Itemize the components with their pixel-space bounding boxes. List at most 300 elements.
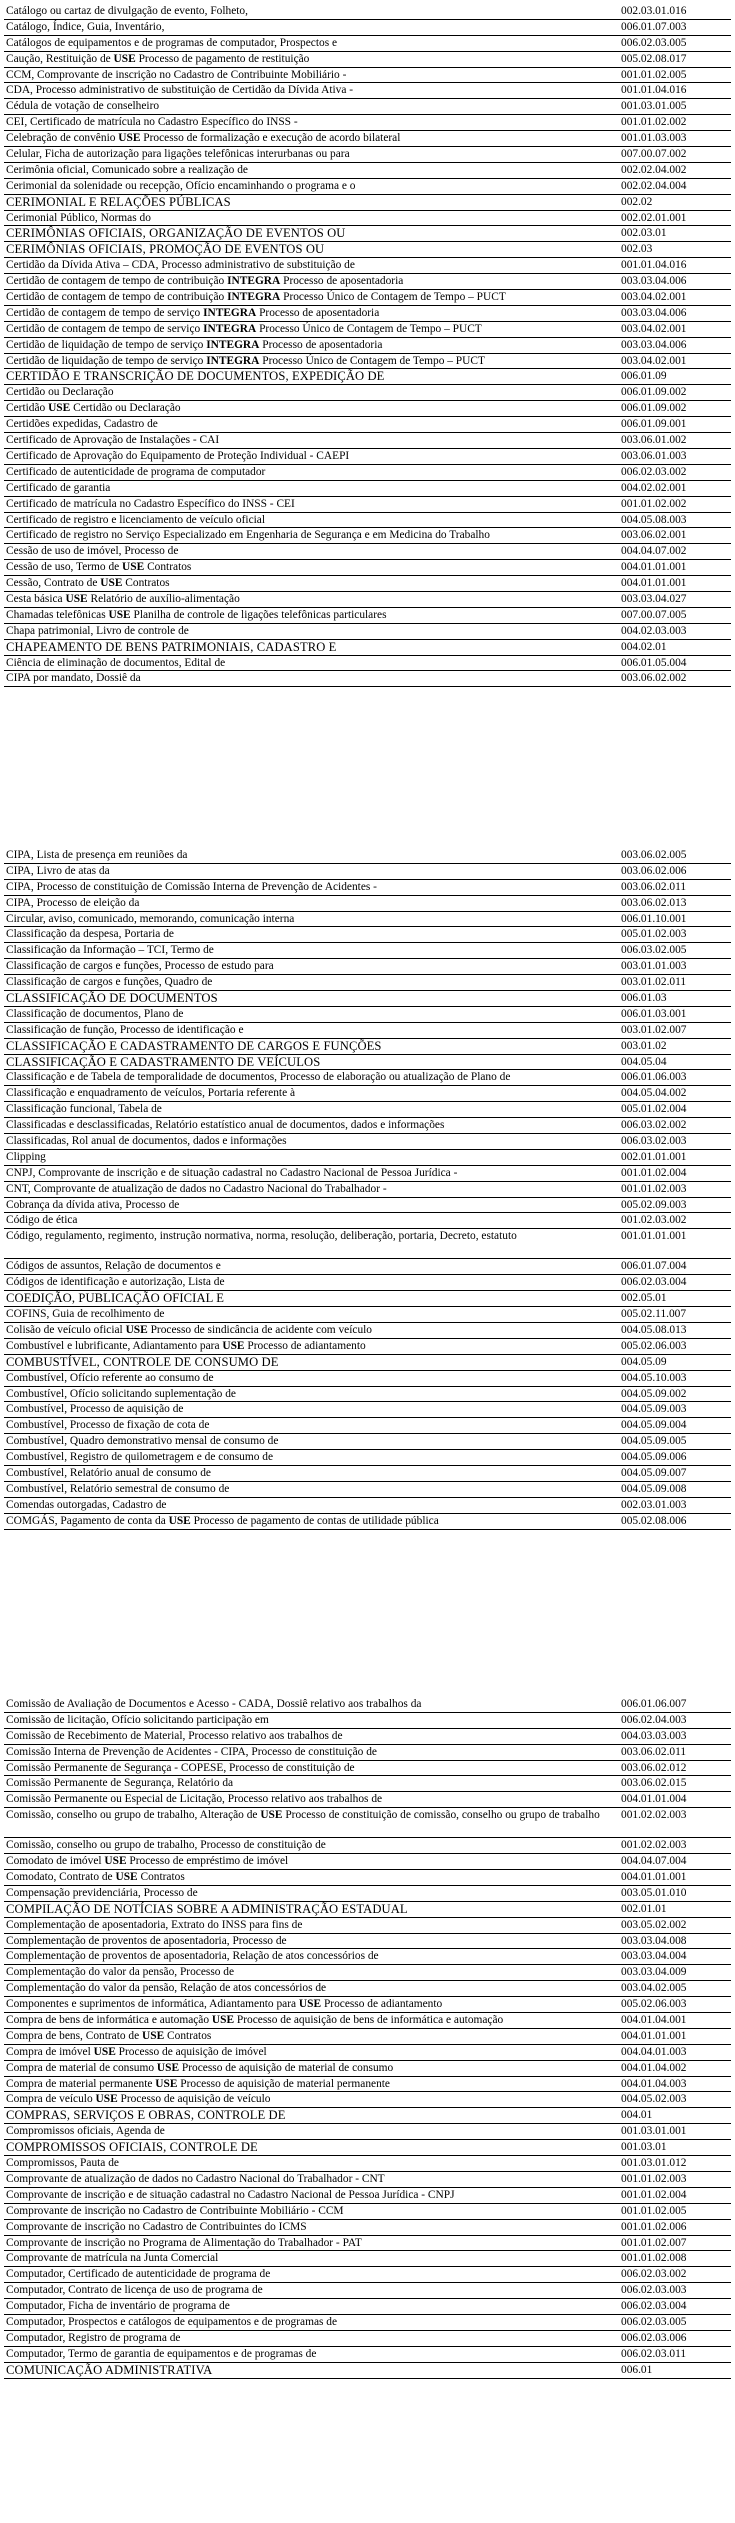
cross-reference-keyword: USE [122, 561, 145, 574]
classification-code: 005.02.08.017 [621, 52, 687, 65]
index-term: CCM, Comprovante de inscrição no Cadastro de Contribuinte Mobiliário - [6, 68, 347, 81]
classification-code: 004.04.07.004 [621, 1855, 687, 1868]
index-heading-row [0, 640, 735, 656]
index-term: Computador, Termo de garantia de equipamentos e de programas de [6, 2347, 317, 2360]
index-row [0, 1965, 735, 1981]
classification-code: 003.06.02.001 [621, 529, 687, 542]
classification-code: 004.05.10.003 [621, 1371, 687, 1384]
index-term: Comprovante de matrícula na Junta Comercial [6, 2252, 219, 2265]
index-row [0, 1514, 735, 1530]
classification-code: 004.02.03.003 [621, 624, 687, 637]
index-term: Comprovante de atualização de dados no Cadastro Nacional do Trabalhador - CNT [6, 2172, 385, 2185]
classification-code: 004.05.08.013 [621, 1323, 687, 1336]
classification-code: 004.02.01 [621, 640, 667, 653]
classification-code: 003.04.02.005 [621, 1982, 687, 1995]
classification-code: 005.01.02.003 [621, 928, 687, 941]
index-term: Ciência de eliminação de documentos, Edital de [6, 656, 226, 669]
classification-code: 007.00.07.002 [621, 148, 687, 161]
classification-code: 001.03.01 [621, 2141, 667, 2154]
classification-code: 001.03.01.005 [621, 100, 687, 113]
index-term: CIPA, Processo de constituição de Comissão Interna de Prevenção de Acidentes - [6, 880, 377, 893]
index-row [0, 1838, 735, 1854]
index-term: Classificação funcional, Tabela de [6, 1103, 162, 1116]
index-row [0, 1886, 735, 1902]
index-row [0, 544, 735, 560]
classification-code: 006.02.03.005 [621, 36, 687, 49]
cross-reference-keyword: USE [298, 1998, 322, 2011]
index-row [0, 99, 735, 115]
cross-reference-keyword: USE [104, 1855, 127, 1868]
index-row [0, 592, 735, 608]
index-row [0, 449, 735, 465]
index-term: Compra de bens, Contrato de USE Contratos [6, 2029, 212, 2042]
cross-reference-keyword: USE [100, 577, 123, 590]
classification-code: 001.03.01.012 [621, 2157, 687, 2170]
classification-code: 004.01.01.001 [621, 2029, 687, 2042]
index-row [0, 1776, 735, 1792]
classification-code: 004.05.09.005 [621, 1435, 687, 1448]
classification-code: 003.01.02.007 [621, 1023, 687, 1036]
index-row [0, 896, 735, 912]
classification-code: 003.06.02.015 [621, 1777, 687, 1790]
classification-code: 004.05.09.006 [621, 1451, 687, 1464]
classification-code: 002.03.01.003 [621, 1498, 687, 1511]
index-row [0, 1182, 735, 1198]
classification-code: 002.02.04.004 [621, 179, 687, 192]
index-row [0, 20, 735, 36]
index-row [0, 1259, 735, 1275]
index-term: Classificação e enquadramento de veículos, Portaria referente à [6, 1087, 296, 1100]
index-heading-row [0, 2108, 735, 2124]
classification-code: 004.05.09.004 [621, 1419, 687, 1432]
index-row [0, 2092, 735, 2108]
index-term: Compra de imóvel USE Processo de aquisição de imóvel [6, 2045, 267, 2058]
classification-code: 004.05.08.003 [621, 513, 687, 526]
classification-code: 004.05.09.007 [621, 1466, 687, 1479]
classification-code: 006.02.03.002 [621, 465, 687, 478]
index-row [0, 624, 735, 640]
index-term: Complementação do valor da pensão, Relação de atos concessórios de [6, 1982, 327, 1995]
cross-reference-keyword: USE [125, 1323, 148, 1336]
index-term: Comissão, conselho ou grupo de trabalho, Alteração de USE Processo de constituição de comissão, conselho ou grupo de trabalho [6, 1809, 600, 1822]
index-row [0, 959, 735, 975]
classification-code: 003.04.02.001 [621, 354, 687, 367]
index-term: Computador, Registro de programa de [6, 2331, 181, 2344]
index-term: Certificado de garantia [6, 481, 111, 494]
index-row [0, 880, 735, 896]
classification-code: 001.02.02.003 [621, 1839, 687, 1852]
classification-code: 002.03 [621, 243, 653, 256]
index-row [0, 1402, 735, 1418]
classification-code: 001.01.02.005 [621, 68, 687, 81]
classification-code: 006.01.07.003 [621, 20, 687, 33]
classification-code: 004.04.07.002 [621, 545, 687, 558]
index-term: Combustível, Processo de fixação de cota de [6, 1419, 210, 1432]
index-row [0, 211, 735, 227]
cross-reference-keyword: INTEGRA [206, 354, 260, 367]
index-row [0, 322, 735, 338]
index-term: CERIMONIAL E RELAÇÕES PÚBLICAS [6, 194, 231, 209]
index-page-3 [0, 1697, 735, 2379]
index-term: CIPA, Livro de atas da [6, 864, 110, 877]
classification-code: 004.01.01.001 [621, 561, 687, 574]
classification-code: 001.01.03.003 [621, 132, 687, 145]
index-row [0, 927, 735, 943]
index-term: Certidão de contagem de tempo de contribuição INTEGRA Processo de aposentadoria [6, 275, 404, 288]
index-term: Códigos de assuntos, Relação de documentos e [6, 1260, 221, 1273]
classification-code: 002.03.01 [621, 227, 667, 240]
index-term: Complementação de proventos de aposentadoria, Relação de atos concessórios de [6, 1950, 379, 1963]
classification-code: 006.01.07.004 [621, 1260, 687, 1273]
classification-code: 003.06.02.013 [621, 896, 687, 909]
classification-code: 003.03.04.006 [621, 306, 687, 319]
cross-reference-keyword: INTEGRA [203, 306, 257, 319]
index-row [0, 1371, 735, 1387]
index-term: Compromissos, Pauta de [6, 2157, 119, 2170]
index-heading-row [0, 226, 735, 242]
index-term: Cerimonial da solenidade ou recepção, Ofício encaminhando o programa e o [6, 179, 356, 192]
index-term: Combustível e lubrificante, Adiantamento para USE Processo de adiantamento [6, 1339, 366, 1352]
index-term: CHAPEAMENTO DE BENS PATRIMONIAIS, CADASTRO E [6, 639, 337, 654]
index-row [0, 2347, 735, 2363]
index-term: Certidão de contagem de tempo de serviço INTEGRA Processo Único de Contagem de Tempo – PUCT [6, 322, 482, 335]
index-row [0, 1854, 735, 1870]
classification-code: 006.01 [621, 2363, 653, 2376]
cross-reference-keyword: USE [113, 52, 136, 65]
index-row [0, 433, 735, 449]
index-term: Classificação e de Tabela de temporalidade de documentos, Processo de elaboração ou atualização de Plano de [6, 1071, 511, 1084]
index-term: Classificação de cargos e funções, Quadro de [6, 976, 213, 989]
classification-code: 001.01.02.006 [621, 2220, 687, 2233]
index-term: Certidão de contagem de tempo de contribuição INTEGRA Processo Único de Contagem de Tempo – PUCT [6, 291, 506, 304]
classification-code: 004.01.04.002 [621, 2061, 687, 2074]
classification-code: 003.05.01.010 [621, 1886, 687, 1899]
classification-code: 003.01.01.003 [621, 960, 687, 973]
index-row [0, 1697, 735, 1713]
index-row [0, 513, 735, 529]
index-row [0, 338, 735, 354]
index-row [0, 497, 735, 513]
classification-code: 006.03.02.002 [621, 1119, 687, 1132]
index-row [0, 2331, 735, 2347]
classification-code: 001.01.02.003 [621, 2172, 687, 2185]
index-row [0, 179, 735, 195]
index-row [0, 52, 735, 68]
index-row [0, 864, 735, 880]
index-row [0, 1134, 735, 1150]
classification-code: 003.03.04.027 [621, 592, 687, 605]
index-row [0, 576, 735, 592]
index-row [0, 1482, 735, 1498]
classification-code: 001.01.02.004 [621, 2188, 687, 2201]
classification-code: 006.01.03 [621, 992, 667, 1005]
index-term: Cessão de uso de imóvel, Processo de [6, 545, 179, 558]
index-term: Comprovante de inscrição no Programa de Alimentação do Trabalhador - PAT [6, 2236, 362, 2249]
classification-code: 002.01.01 [621, 1902, 667, 1915]
index-row [0, 608, 735, 624]
classification-code: 003.06.01.003 [621, 449, 687, 462]
index-row [0, 1339, 735, 1355]
cross-reference-keyword: USE [48, 402, 71, 415]
index-row [0, 2299, 735, 2315]
index-heading-row [0, 1291, 735, 1307]
index-row [0, 1418, 735, 1434]
index-term: Classificação de documentos, Plano de [6, 1007, 184, 1020]
index-term: COMPRAS, SERVIÇOS E OBRAS, CONTROLE DE [6, 2108, 286, 2123]
index-term: Computador, Prospectos e catálogos de equipamentos e de programas de [6, 2315, 338, 2328]
classification-code: 006.01.09.001 [621, 418, 687, 431]
index-term: Compra de bens de informática e automação USE Processo de aquisição de bens de informática e automação [6, 2014, 504, 2027]
index-term: Cessão de uso, Termo de USE Contratos [6, 561, 192, 574]
cross-reference-keyword: USE [115, 1871, 138, 1884]
index-row [0, 1450, 735, 1466]
index-heading-row [0, 1039, 735, 1055]
index-row [0, 2220, 735, 2236]
classification-code: 001.02.03.002 [621, 1214, 687, 1227]
index-term: Comendas outorgadas, Cadastro de [6, 1498, 167, 1511]
index-heading-row [0, 991, 735, 1007]
index-row [0, 2029, 735, 2045]
index-term: COEDIÇÃO, PUBLICAÇÃO OFICIAL E [6, 1291, 225, 1306]
index-row [0, 1198, 735, 1214]
index-term: Códigos de identificação e autorização, Lista de [6, 1276, 225, 1289]
index-row [0, 68, 735, 84]
index-row [0, 528, 735, 544]
index-row [0, 147, 735, 163]
index-row [0, 4, 735, 20]
classification-code: 004.01.04.001 [621, 2014, 687, 2027]
classification-code: 003.05.02.002 [621, 1918, 687, 1931]
index-term: CIPA, Lista de presença em reuniões da [6, 849, 188, 861]
index-row [0, 1070, 735, 1086]
index-row [0, 1229, 735, 1259]
index-term: Comprovante de inscrição no Cadastro de Contribuintes do ICMS [6, 2220, 307, 2233]
index-term: Certidão USE Certidão ou Declaração [6, 402, 181, 415]
classification-code: 004.05.04.002 [621, 1087, 687, 1100]
classification-code: 003.03.04.009 [621, 1966, 687, 1979]
index-row [0, 115, 735, 131]
classification-code: 002.02.01.001 [621, 211, 687, 224]
index-term: Combustível, Ofício referente ao consumo de [6, 1371, 214, 1384]
index-row [0, 943, 735, 959]
classification-code: 007.00.07.005 [621, 608, 687, 621]
index-term: Catálogo, Índice, Guia, Inventário, [6, 20, 165, 33]
index-row [0, 2267, 735, 2283]
index-term: Computador, Certificado de autenticidade de programa de [6, 2268, 271, 2281]
index-row [0, 385, 735, 401]
index-row [0, 1275, 735, 1291]
index-term: Combustível, Relatório semestral de consumo de [6, 1482, 230, 1495]
index-term: Clipping [6, 1150, 46, 1163]
classification-code: 003.03.04.008 [621, 1934, 687, 1947]
index-row [0, 290, 735, 306]
index-term: Código de ética [6, 1214, 78, 1227]
classification-code: 006.01.09 [621, 370, 667, 383]
index-term: CDA, Processo administrativo de substituição de Certidão da Dívida Ativa - [6, 84, 354, 97]
index-row [0, 2204, 735, 2220]
index-term: Compra de material permanente USE Processo de aquisição de material permanente [6, 2077, 390, 2090]
index-term: Comodato, Contrato de USE Contratos [6, 1871, 185, 1884]
classification-code: 004.03.03.003 [621, 1729, 687, 1742]
index-term: Complementação de aposentadoria, Extrato do INSS para fins de [6, 1918, 303, 1931]
classification-code: 004.01.01.004 [621, 1793, 687, 1806]
index-term: Chamadas telefônicas USE Planilha de controle de ligações telefônicas particulares [6, 608, 387, 621]
classification-code: 006.03.02.003 [621, 1135, 687, 1148]
index-row [0, 2188, 735, 2204]
cross-reference-keyword: USE [95, 2093, 118, 2106]
index-term: Catálogo ou cartaz de divulgação de evento, Folheto, [6, 5, 248, 17]
index-term: Complementação do valor da pensão, Processo de [6, 1966, 235, 1979]
index-term: Compensação previdenciária, Processo de [6, 1886, 198, 1899]
index-term: Classificação de cargos e funções, Processo de estudo para [6, 960, 274, 973]
index-row [0, 1323, 735, 1339]
index-row [0, 1023, 735, 1039]
index-row [0, 401, 735, 417]
classification-code: 003.06.02.005 [621, 849, 687, 861]
index-term: Complementação de proventos de aposentadoria, Processo de [6, 1934, 287, 1947]
index-term: Combustível, Relatório anual de consumo de [6, 1466, 211, 1479]
classification-code: 002.03.01.016 [621, 5, 687, 17]
index-row [0, 1870, 735, 1886]
cross-reference-keyword: INTEGRA [227, 291, 281, 304]
classification-code: 003.01.02 [621, 1039, 667, 1052]
index-term: Certificado de autenticidade de programa de computador [6, 465, 266, 478]
index-row [0, 131, 735, 147]
cross-reference-keyword: INTEGRA [203, 322, 257, 335]
classification-code: 006.01.05.004 [621, 656, 687, 669]
cross-reference-keyword: USE [108, 608, 131, 621]
classification-code: 003.03.04.006 [621, 275, 687, 288]
index-term: CNPJ, Comprovante de inscrição e de situação cadastral no Cadastro Nacional de Pessoa Jurídica - [6, 1166, 458, 1179]
classification-code: 003.03.04.004 [621, 1950, 687, 1963]
index-term: CEI, Certificado de matrícula no Cadastro Específico do INSS - [6, 116, 298, 129]
classification-code: 003.04.02.001 [621, 322, 687, 335]
index-heading-row [0, 2363, 735, 2379]
index-term: Certificado de registro e licenciamento de veículo oficial [6, 513, 266, 526]
index-term: Código, regulamento, regimento, instrução normativa, norma, resolução, deliberação, portaria, Decreto, estatuto [6, 1230, 517, 1243]
classification-code: 002.02 [621, 195, 653, 208]
index-term: CLASSIFICAÇÃO E CADASTRAMENTO DE CARGOS E FUNÇÕES [6, 1038, 382, 1053]
classification-code: 001.01.02.002 [621, 116, 687, 129]
classification-code: 006.02.03.004 [621, 1276, 687, 1289]
index-row [0, 1007, 735, 1023]
classification-code: 003.04.02.001 [621, 291, 687, 304]
classification-code: 003.06.02.012 [621, 1761, 687, 1774]
classification-code: 001.01.02.005 [621, 2204, 687, 2217]
index-heading-row [0, 2140, 735, 2156]
index-row [0, 671, 735, 687]
index-row [0, 1745, 735, 1761]
index-row [0, 1150, 735, 1166]
classification-code: 003.06.02.006 [621, 864, 687, 877]
cross-reference-keyword: USE [211, 2014, 235, 2027]
index-heading-row [0, 1355, 735, 1371]
index-page-1 [0, 4, 735, 687]
index-term: CIPA, Processo de eleição da [6, 896, 140, 909]
index-term: Certificado de Aprovação do Equipamento de Proteção Individual - CAEPI [6, 449, 350, 462]
classification-code: 006.02.03.004 [621, 2300, 687, 2313]
index-term: Comprovante de inscrição no Cadastro de Contribuinte Mobiliário - CCM [6, 2204, 344, 2217]
cross-reference-keyword: USE [155, 2077, 178, 2090]
classification-code: 001.01.02.003 [621, 1182, 687, 1195]
classification-code: 003.06.02.011 [621, 880, 687, 893]
index-row [0, 465, 735, 481]
classification-code: 004.05.09 [621, 1355, 667, 1368]
index-term: Comissão de Avaliação de Documentos e Acesso - CADA, Dossiê relativo aos trabalhos da [6, 1698, 422, 1710]
index-term: Celular, Ficha de autorização para ligações telefônicas interurbanas ou para [6, 148, 350, 161]
classification-code: 006.01.10.001 [621, 912, 687, 925]
index-row [0, 1713, 735, 1729]
index-row [0, 2077, 735, 2093]
index-term: Cessão, Contrato de USE Contratos [6, 577, 170, 590]
index-row [0, 163, 735, 179]
cross-reference-keyword: USE [93, 2045, 116, 2058]
index-row [0, 258, 735, 274]
index-term: COMPILAÇÃO DE NOTÍCIAS SOBRE A ADMINISTRAÇÃO ESTADUAL [6, 1901, 408, 1916]
index-row [0, 2315, 735, 2331]
classification-code: 004.05.04 [621, 1055, 667, 1068]
classification-code: 001.01.02.002 [621, 497, 687, 510]
index-term: Compra de veículo USE Processo de aquisição de veículo [6, 2093, 271, 2106]
index-term: Comissão de licitação, Ofício solicitando participação em [6, 1713, 269, 1726]
index-row [0, 1213, 735, 1229]
classification-code: 001.01.02.007 [621, 2236, 687, 2249]
index-term: Comissão Permanente de Segurança - COPESE, Processo de constituição de [6, 1761, 355, 1774]
index-term: Comissão, conselho ou grupo de trabalho, Processo de constituição de [6, 1839, 326, 1852]
index-term: Comissão Interna de Prevenção de Acidentes - CIPA, Processo de constituição de [6, 1745, 377, 1758]
index-term: Certificado de matrícula no Cadastro Específico do INSS - CEI [6, 497, 295, 510]
index-row [0, 417, 735, 433]
classification-code: 004.05.02.003 [621, 2093, 687, 2106]
classification-code: 005.02.11.007 [621, 1308, 687, 1321]
index-row [0, 560, 735, 576]
index-term: Certidão de liquidação de tempo de serviço INTEGRA Processo de aposentadoria [6, 338, 383, 351]
index-heading-row [0, 1902, 735, 1918]
classification-code: 003.01.02.011 [621, 976, 687, 989]
classification-code: 004.04.01.003 [621, 2045, 687, 2058]
index-term: Comissão Permanente ou Especial de Licitação, Processo relativo aos trabalhos de [6, 1793, 383, 1806]
index-term: Combustível, Processo de aquisição de [6, 1403, 184, 1416]
index-term: Colisão de veículo oficial USE Processo de sindicância de acidente com veículo [6, 1323, 372, 1336]
index-row [0, 1918, 735, 1934]
classification-code: 003.06.02.011 [621, 1745, 687, 1758]
index-term: Chapa patrimonial, Livro de controle de [6, 624, 189, 637]
index-row [0, 656, 735, 672]
index-term: COMBUSTÍVEL, CONTROLE DE CONSUMO DE [6, 1354, 279, 1369]
index-heading-row [0, 1055, 735, 1071]
classification-code: 003.06.02.002 [621, 672, 687, 685]
classification-code: 004.05.09.008 [621, 1482, 687, 1495]
index-term: Cerimônia oficial, Comunicado sobre a realização de [6, 163, 248, 176]
index-row [0, 1086, 735, 1102]
cross-reference-keyword: USE [156, 2061, 180, 2074]
index-heading-row [0, 195, 735, 211]
index-term: Classificação da despesa, Portaria de [6, 928, 174, 941]
index-term: COMPROMISSOS OFICIAIS, CONTROLE DE [6, 2140, 258, 2155]
classification-code: 001.01.04.016 [621, 259, 687, 272]
index-heading-row [0, 242, 735, 258]
index-row [0, 354, 735, 370]
classification-code: 001.01.04.016 [621, 84, 687, 97]
classification-code: 006.02.03.005 [621, 2315, 687, 2328]
classification-code: 004.01.04.003 [621, 2077, 687, 2090]
classification-code: 001.02.02.003 [621, 1809, 687, 1822]
classification-code: 006.01.06.007 [621, 1698, 687, 1710]
index-row [0, 1949, 735, 1965]
index-term: Componentes e suprimentos de informática, Adiantamento para USE Processo de adiantamento [6, 1998, 443, 2011]
classification-code: 006.01.03.001 [621, 1007, 687, 1020]
index-term: Circular, aviso, comunicado, memorando, comunicação interna [6, 912, 295, 925]
